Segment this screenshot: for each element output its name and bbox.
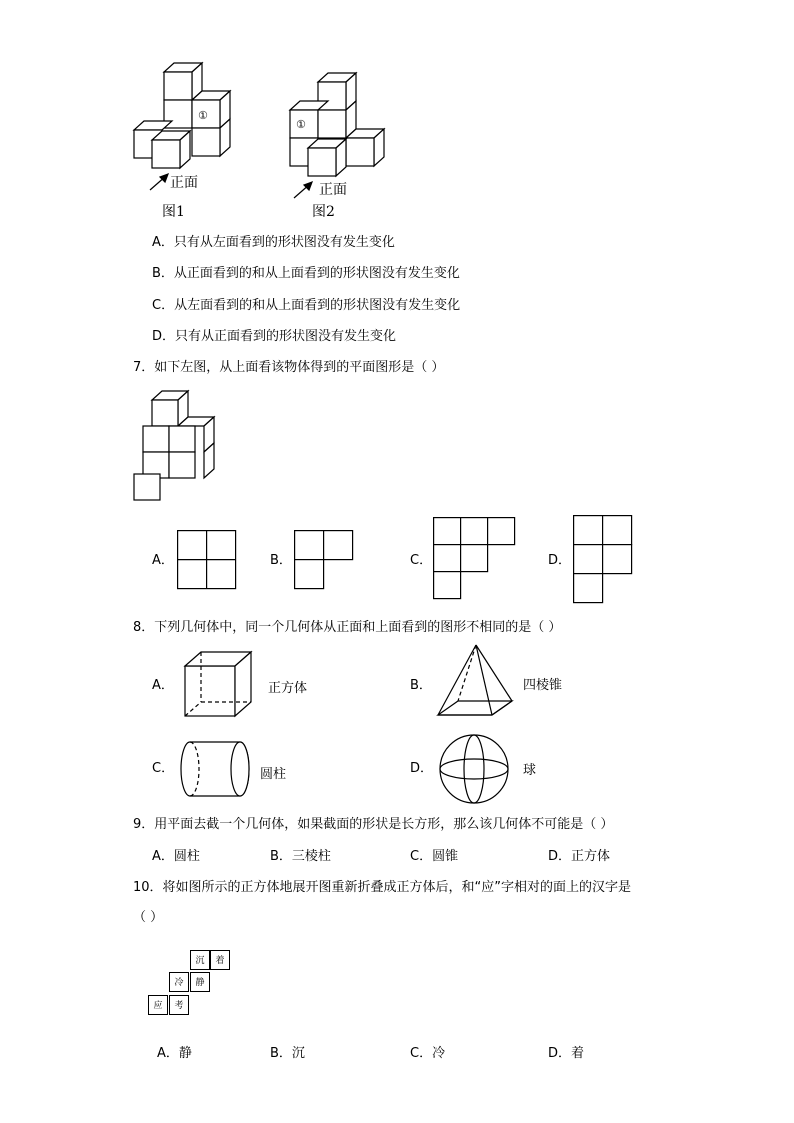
q6-option-d: D．只有从正面看到的形状图没有发生变化 [152,329,397,344]
q8-option-d-label: D． [410,761,434,776]
q9-option-c: C．圆锥 [410,849,459,864]
arrow-icon [292,180,316,200]
q6-front-label-2: 正面 [319,182,347,198]
q8-option-b-label: B． [410,678,432,693]
q10-paren: （ ） [133,910,164,925]
q8-option-a-label: A． [152,678,174,693]
sphere-icon[interactable] [438,733,510,805]
net-cell: 着 [210,950,230,970]
net-cell: 沉 [190,950,210,970]
pyramid-icon[interactable] [436,643,516,721]
q7-option-c-label: C． [410,553,433,568]
q7-option-a-grid[interactable] [177,530,237,590]
q6-option-a: A．只有从左面看到的形状图没有发生变化 [152,235,395,250]
q10-option-b: B．沉 [270,1046,305,1061]
q6-fig1-label: 图1 [162,204,185,220]
q8-question: 8．下列几何体中，同一个几何体从正面和上面看到的图形不相同的是（ ） [133,620,562,635]
net-cell: 静 [190,972,210,992]
q10-option-a: A．静 [157,1046,192,1061]
cylinder-icon[interactable] [178,740,252,800]
q6-figure-1-cubes [120,55,250,175]
q6-marker-1: ① [198,109,208,122]
q6-fig2-label: 图2 [312,204,335,220]
q10-option-d: D．着 [548,1046,585,1061]
q6-option-c: C．从左面看到的和从上面看到的形状图没有发生变化 [152,298,461,313]
q8-option-c-label: C． [152,761,175,776]
q8-option-c-name: 圆柱 [260,767,287,782]
q7-question: 7．如下左图，从上面看该物体得到的平面图形是（ ） [133,360,445,375]
q7-option-d-label: D． [548,553,572,568]
q7-option-b-label: B． [270,553,292,568]
q7-option-d-grid[interactable] [573,515,635,605]
cube-icon[interactable] [183,650,255,722]
q10-question: 10．将如图所示的正方体地展开图重新折叠成正方体后，和“应”字相对的面上的汉字是 [133,880,632,895]
q10-option-c: C．冷 [410,1046,446,1061]
q8-option-a-name: 正方体 [268,681,308,696]
net-cell: 应 [148,995,168,1015]
net-cell: 考 [169,995,189,1015]
q7-solid-figure [130,385,230,505]
q6-front-label-1: 正面 [170,175,198,191]
q9-question: 9．用平面去截一个几何体，如果截面的形状是长方形，那么该几何体不可能是（ ） [133,817,614,832]
q9-option-b: B．三棱柱 [270,849,331,864]
q8-option-d-name: 球 [523,763,537,778]
q7-option-b-grid[interactable] [294,530,356,592]
q9-option-d: D．正方体 [548,849,611,864]
arrow-icon [148,172,172,192]
q8-option-b-name: 四棱锥 [523,678,563,693]
q6-marker-2: ① [296,118,306,131]
net-cell: 冷 [169,972,189,992]
q7-option-c-grid[interactable] [433,517,519,603]
q6-option-b: B．从正面看到的和从上面看到的形状图没有发生变化 [152,266,460,281]
q7-option-a-label: A． [152,553,174,568]
q9-option-a: A．圆柱 [152,849,200,864]
